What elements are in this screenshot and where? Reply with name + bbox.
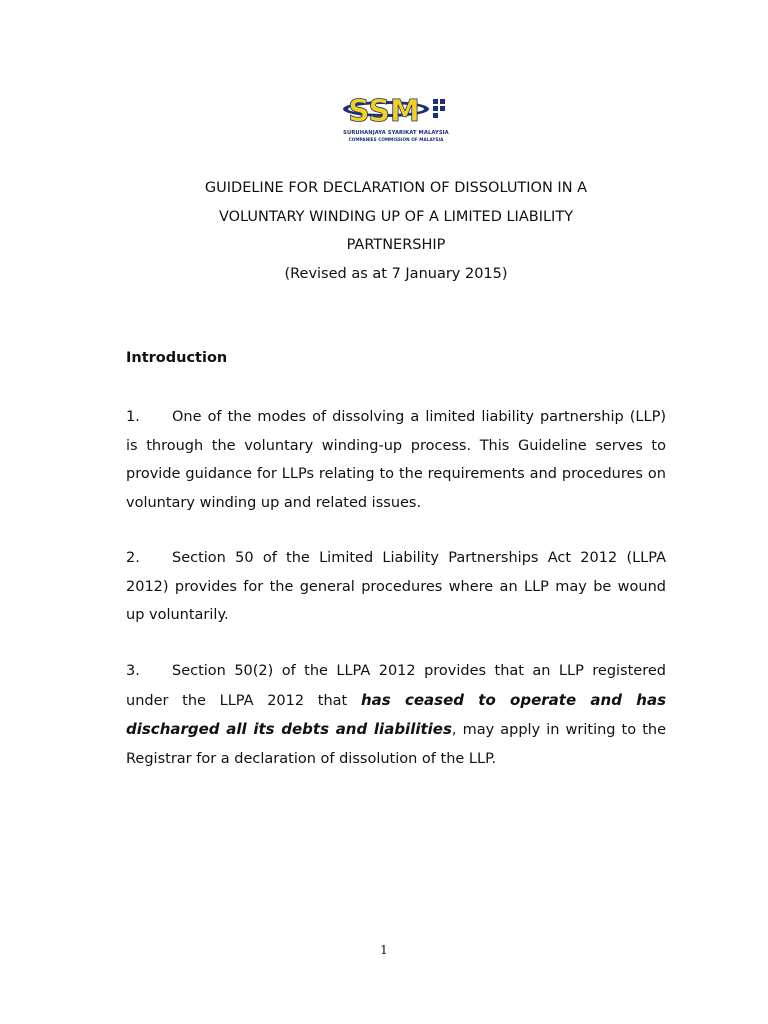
logo-line2: COMPANIES COMMISSION OF MALAYSIA — [348, 137, 444, 142]
paragraph-3 — [126, 657, 666, 774]
revised-date: (Revised as at 7 January 2015) — [284, 266, 508, 282]
svg-text:SSM: SSM — [348, 94, 420, 129]
ssm-logo — [340, 90, 460, 150]
title-line-1: GUIDELINE FOR DECLARATION OF DISSOLUTION IN A — [204, 180, 588, 196]
page-number: 1 — [380, 943, 388, 957]
paragraph-text: Section 50 of the Limited Liability Partnerships Act 2012 (LLPA 2012) provides for the general procedures where an LLP may be wound up voluntarily. — [126, 550, 666, 624]
paragraph-emphasis: has ceased to operate and has discharged all its debts and liabilities — [126, 690, 666, 739]
paragraph-text: One of the modes of dissolving a limited liability partnership (LLP) is through the voluntary winding-up process. This Guideline serves to provide guidance for LLPs relating to the requirements and procedures on voluntary winding up and related issues. — [126, 409, 666, 512]
logo-line1: SURUHANJAYA SYARIKAT MALAYSIA — [343, 130, 449, 136]
paragraph-2 — [126, 544, 666, 630]
paragraph-number: 3. — [126, 663, 140, 679]
paragraph-text-before: Section 50(2) of the LLPA 2012 provides that an LLP registered under the LLPA 2012 that — [126, 663, 666, 709]
paragraph-1 — [126, 403, 666, 518]
ssm-logo-mark — [340, 90, 452, 130]
title-line-3: PARTNERSHIP — [346, 237, 446, 253]
section-heading-introduction: Introduction — [126, 350, 228, 366]
title-line-2: VOLUNTARY WINDING UP OF A LIMITED LIABILITY — [218, 209, 574, 225]
paragraph-text-after: , may apply in writing to the Registrar for a declaration of dissolution of the LLP. — [126, 722, 666, 768]
paragraph-number: 1. — [126, 409, 140, 425]
paragraph-number: 2. — [126, 550, 140, 566]
